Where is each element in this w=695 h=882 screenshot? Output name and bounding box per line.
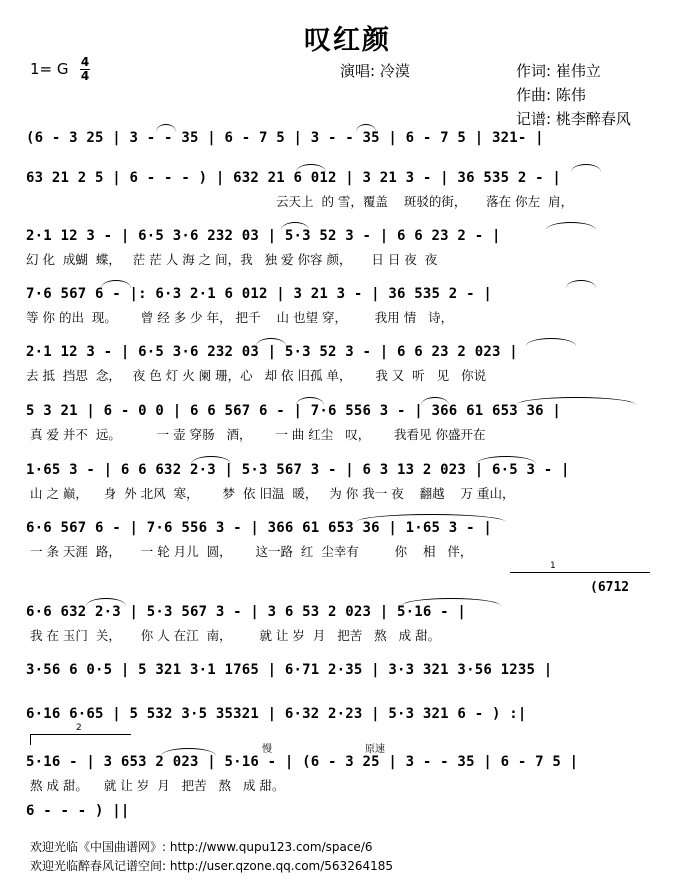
- lyrics-line: 我 在 玉门 关， 你 人 在江 南， 就 让 岁 月 把苦 熬 成 甜。: [26, 628, 441, 643]
- time-signature-denominator: 4: [80, 69, 90, 83]
- footer-space-link[interactable]: 欢迎光临醉春风记谱空间: http://user.qzone.qq.com/563264185: [30, 859, 394, 873]
- key-signature: 1= G: [30, 60, 69, 78]
- lyrics-line: 去 抵 挡思 念， 夜 色 灯 火 阑 珊，心 却 依 旧孤 单， 我 又 听 见 你说: [26, 368, 487, 383]
- composer-credit: 作曲: 陈伟: [516, 86, 586, 104]
- lyricist-credit: 作词: 崔伟立: [516, 62, 601, 80]
- intro-bracket-notes: (6712: [590, 580, 630, 595]
- second-ending-bracket: [30, 723, 131, 745]
- volta-2-label: 2: [76, 723, 82, 733]
- singer-credit: 演唱: 冷漠: [340, 62, 410, 80]
- notation-line: 1·65 3 - | 6 6 632 2·3 | 5·3 567 3 - | 6 3 13 2 023 | 6·5 3 - |: [26, 462, 570, 478]
- lyrics-line: 熬 成 甜。 就 让 岁 月 把苦 熬 成 甜。: [26, 778, 285, 793]
- lyrics-line: 真 爱 并不 远。 一 壶 穿肠 酒， 一 曲 红尘 叹， 我看见 你盛开在: [26, 427, 486, 442]
- notation-line: 3·56 6 0·5 | 5 321 3·1 1765 | 6·71 2·35 | 3·3 321 3·56 1235 |: [26, 662, 553, 678]
- volta-1-label: 1: [550, 561, 556, 571]
- lyrics-line: 幻 化 成蝴 蝶， 茫 茫 人 海 之 间，我 独 爱 你容 颜， 日 日 夜 夜: [26, 252, 438, 267]
- notation-line: (6 - 3 25 | 3 - - 35 | 6 - 7 5 | 3 - - 35 | 6 - 7 5 | 321- |: [26, 130, 544, 146]
- lyrics-line: 等 你 的出 现。 曾 经 多 少 年， 把千 山 也望 穿， 我用 情 诗，: [26, 310, 454, 325]
- notation-line: 2·1 12 3 - | 6·5 3·6 232 03 | 5·3 52 3 - | 6 6 23 2 023 |: [26, 344, 518, 360]
- notation-line: 6 - - - ) ||: [26, 803, 130, 819]
- lyrics-line: 一 条 天涯 路， 一 轮 月儿 圆， 这一路 红 尘幸有 你 相 伴，: [26, 544, 473, 559]
- notation-line: 5·16 - | 3 653 2 023 | 5·16 - | (6 - 3 25 | 3 - - 35 | 6 - 7 5 |: [26, 754, 579, 770]
- notation-line: 2·1 12 3 - | 6·5 3·6 232 03 | 5·3 52 3 - | 6 6 23 2 - |: [26, 228, 501, 244]
- notation-line: 6·6 567 6 - | 7·6 556 3 - | 366 61 653 36 | 1·65 3 - |: [26, 520, 492, 536]
- notation-line: 6·6 632 2·3 | 5·3 567 3 - | 3 6 53 2 023 | 5·16 - |: [26, 604, 467, 620]
- lyrics-line: 山 之 巅， 身 外 北风 寒， 梦 依 旧温 暖， 为 你 我一 夜 翻越 万 重山，: [26, 486, 515, 501]
- footer-website-link[interactable]: 欢迎光临《中国曲谱网》: http://www.qupu123.com/space/6: [30, 840, 373, 854]
- lyrics-line: 云天上 的 雪，覆盖 斑驳的街， 落在 你左 肩，: [276, 194, 574, 209]
- slow-marking: 慢: [262, 744, 272, 755]
- notation-line: 5 3 21 | 6 - 0 0 | 6 6 567 6 - | 7·6 556 3 - | 366 61 653 36 |: [26, 403, 561, 419]
- notation-line: 63 21 2 5 | 6 - - - ) | 632 21 6 012 | 3 21 3 - | 36 535 2 - |: [26, 170, 561, 186]
- notation-line: 7·6 567 6 - |: 6·3 2·1 6 012 | 3 21 3 - | 36 535 2 - |: [26, 286, 492, 302]
- transcriber-credit: 记谱: 桃李醉春风: [516, 110, 631, 128]
- song-title: 叹红颜: [304, 25, 391, 56]
- tempo-marking: 原速: [365, 744, 385, 755]
- time-signature: [80, 56, 90, 83]
- notation-line: 6·16 6·65 | 5 532 3·5 35321 | 6·32 2·23 | 5·3 321 6 - ) :|: [26, 706, 527, 722]
- time-signature-numerator: 4: [80, 55, 90, 69]
